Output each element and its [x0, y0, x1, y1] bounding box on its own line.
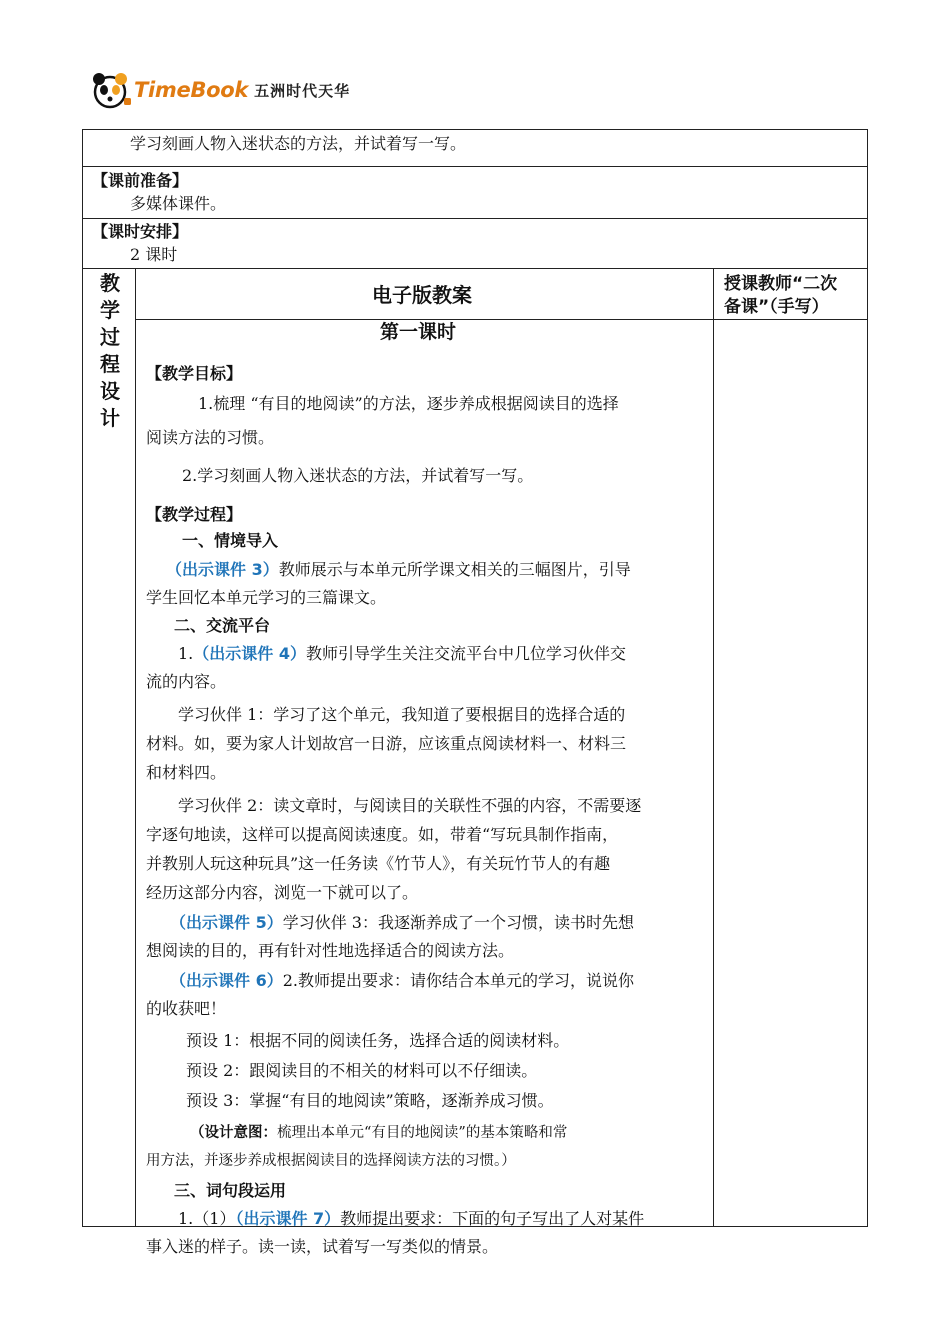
- partner-2-line-d: 经历这部分内容，浏览一下就可以了。: [146, 883, 419, 902]
- objective-line: 学习刻画人物入迷状态的方法，并试着写一写。: [130, 134, 467, 153]
- lesson-title: 第一课时: [380, 321, 457, 343]
- prep-heading: 【课前准备】: [92, 171, 189, 190]
- lesson-content: [146, 360, 706, 1261]
- partner-2-line-c: 并教别人玩这种玩具”这一任务读《竹节人》，有关玩竹节人的有趣: [146, 854, 611, 873]
- schedule-heading: 【课时安排】: [92, 222, 189, 241]
- design-intent-line-b: 用方法，并逐步养成根据阅读目的选择阅读方法的习惯。）: [146, 1153, 516, 1169]
- partner-2-line-b: 字逐句地读，这样可以提高阅读速度。如，带着“写玩具制作指南，: [146, 825, 619, 844]
- preset-2: 预设 2：跟阅读目的不相关的材料可以不仔细读。: [186, 1061, 538, 1080]
- section-1-heading: 一、情境导入: [182, 531, 279, 550]
- preset-3: 预设 3：掌握“有目的地阅读”策略，逐渐养成习惯。: [186, 1091, 554, 1110]
- section-2-heading: 二、交流平台: [174, 616, 271, 635]
- partner-3-line-b: 想阅读的目的，再有针对性地选择适合的阅读方法。: [146, 941, 515, 960]
- partner-1-line-c: 和材料四。: [146, 763, 227, 782]
- panda-logo-icon: [88, 68, 132, 112]
- goals-heading: 【教学目标】: [146, 364, 243, 383]
- section-2-line-b: 流的内容。: [146, 672, 227, 691]
- partner-1-line-a: 学习伙伴 1：学习了这个单元，我知道了要根据目的选择合适的: [178, 705, 626, 724]
- requirement-line-b: 的收获吧！: [146, 999, 227, 1018]
- process-heading: 【教学过程】: [146, 505, 243, 524]
- schedule-content: 2 课时: [130, 245, 178, 264]
- courseware-tag: （出示课件 3）: [166, 560, 279, 579]
- design-intent-line-a: （设计意图：梳理出本单元“有目的地阅读”的基本策略和常: [190, 1125, 568, 1141]
- goal-1-line-b: 阅读方法的习惯。: [146, 428, 275, 447]
- partner-3-line-a: （出示课件 5）学习伙伴 3：我逐渐养成了一个习惯，读书时先想: [170, 913, 634, 932]
- courseware-tag: （出示课件 6）: [170, 971, 283, 990]
- section-1-line-b: 学生回忆本单元学习的三篇课文。: [146, 588, 387, 607]
- teacher-note-header-1: 授课教师“二次: [724, 274, 838, 294]
- row-divider: [82, 268, 868, 269]
- preset-1: 预设 1：根据不同的阅读任务，选择合适的阅读材料。: [186, 1031, 570, 1050]
- courseware-tag: （出示课件 7）: [235, 1209, 341, 1228]
- column-divider: [135, 268, 136, 1227]
- courseware-tag: （出示课件 5）: [170, 913, 283, 932]
- brand-name: TimeBook: [134, 78, 249, 102]
- row-divider: [82, 166, 868, 167]
- row-divider: [82, 218, 868, 219]
- process-design-label: 教 学 过 程 设 计: [100, 271, 120, 430]
- section-1-line-a: （出示课件 3）教师展示与本单元所学课文相关的三幅图片，引导: [166, 560, 631, 579]
- section-2-line-a: 1.（出示课件 4）教师引导学生关注交流平台中几位学习伙伴交: [178, 644, 626, 663]
- partner-1-line-b: 材料。如，要为家人计划故宫一日游，应该重点阅读材料一、材料三: [146, 734, 627, 753]
- brand-name-cn: 五洲时代天华: [254, 81, 351, 100]
- electronic-plan-header: 电子版教案: [372, 283, 472, 307]
- timebook-logo: [88, 68, 350, 112]
- section-3-line-a: 1.（1）（出示课件 7）教师提出要求：下面的句子写出了人对某件: [178, 1209, 645, 1228]
- partner-2-line-a: 学习伙伴 2：读文章时，与阅读目的关联性不强的内容，不需要逐: [178, 796, 642, 815]
- requirement-line-a: （出示课件 6）2.教师提出要求：请你结合本单元的学习，说说你: [170, 971, 634, 990]
- header-divider: [135, 319, 868, 320]
- teacher-note-header-2: 备课”（手写）: [724, 297, 829, 317]
- goal-1-line-a: 1.梳理 “有目的地阅读”的方法，逐步养成根据阅读目的选择: [198, 394, 619, 413]
- column-divider: [713, 268, 714, 1227]
- section-3-heading: 三、词句段运用: [174, 1181, 287, 1200]
- prep-content: 多媒体课件。: [130, 194, 227, 213]
- courseware-tag: （出示课件 4）: [193, 644, 306, 663]
- goal-2: 2.学习刻画人物入迷状态的方法，并试着写一写。: [182, 466, 534, 485]
- section-3-line-b: 事入迷的样子。读一读，试着写一写类似的情景。: [146, 1237, 499, 1256]
